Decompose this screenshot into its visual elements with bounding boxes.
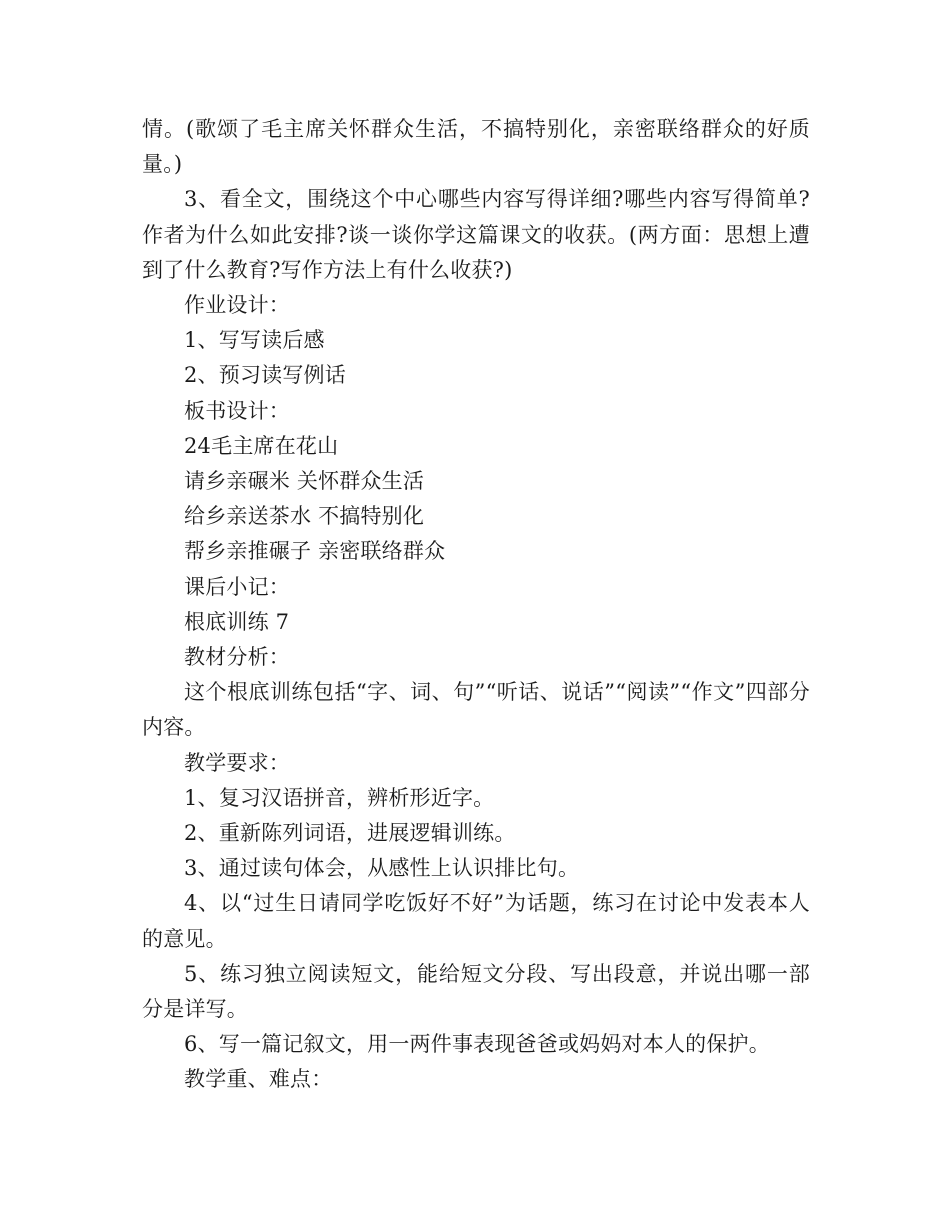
paragraph-question-3: 3、看全文，围绕这个中心哪些内容写得详细?哪些内容写得简单?作者为什么如此安排?谈一谈你学这篇课文的收获。(两方面：思想上遭到了什么教育?写作方法上有什么收获?) [142,187,810,282]
requirement-item-6: 6、写一篇记叙文，用一两件事表现爸爸或妈妈对本人的保护。 [184,1032,770,1057]
heading-basic-training-7: 根底训练 7 [184,609,290,634]
heading-material-analysis: 教材分析： [184,645,290,670]
blackboard-line-1: 请乡亲碾米 关怀群众生活 [184,469,425,494]
requirement-item-2: 2、重新陈列词语，进展逻辑训练。 [184,821,516,846]
blackboard-line-2: 给乡亲送茶水 不搞特别化 [184,504,425,529]
requirement-item-4: 4、以“过生日请同学吃饭好不好”为话题，练习在讨论中发表本人的意见。 [142,891,810,951]
heading-after-class-notes: 课后小记： [184,574,290,599]
homework-item-1: 1、写写读后感 [184,328,325,353]
homework-item-2: 2、预习读写例话 [184,363,346,388]
requirement-item-3: 3、通过读句体会，从感性上认识排比句。 [184,856,580,881]
blackboard-line-3: 帮乡亲推碾子 亲密联络群众 [184,539,446,564]
document-body [142,112,810,1098]
heading-teaching-requirements: 教学要求： [184,750,290,775]
heading-key-difficulties: 教学重、难点： [184,1067,333,1092]
requirement-item-1: 1、复习汉语拼音，辨析形近字。 [184,785,495,810]
requirement-item-5: 5、练习独立阅读短文，能给短文分段、写出段意，并说出哪一部分是详写。 [142,961,810,1022]
heading-homework-design: 作业设计： [184,293,290,318]
blackboard-title: 24毛主席在花山 [184,433,339,458]
paragraph-material-analysis: 这个根底训练包括“字、词、句”“听话、说话”“阅读”“作文”四部分内容。 [142,680,810,740]
paragraph-continuation: 情。(歌颂了毛主席关怀群众生活，不搞特别化，亲密联络群众的好质量。) [142,117,810,177]
heading-blackboard-design: 板书设计： [184,398,290,423]
